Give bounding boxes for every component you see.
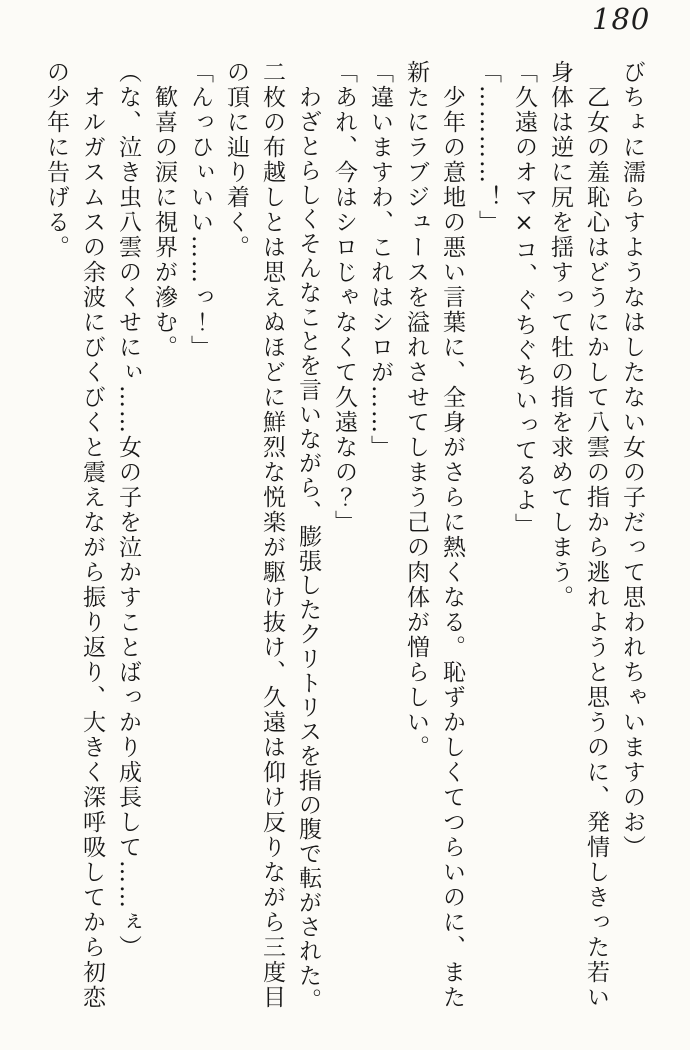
vertical-text-block [38, 60, 650, 1012]
text-line: の少年に告げる。 [43, 60, 69, 260]
text-line: 乙女の羞恥心はどうにかして八雲の指から逃れようと思うのに、発情しきった若い [583, 85, 609, 1010]
text-line: オルガスムスの余波にびくびくと震えながら振り返り、大きく深呼吸してから初恋 [79, 85, 105, 1010]
text-line: 「久遠のオマ×コ、ぐちぐちいってるよ」 [511, 60, 537, 538]
text-line: （な、泣き虫八雲のくせにぃ……女の子を泣かすことばっかり成長して……ぇ） [115, 60, 141, 960]
text-line: の頂に辿り着く。 [223, 60, 249, 260]
page-number: 180 [592, 2, 651, 36]
text-line: わざとらしくそんなことを言いながら、膨張したクリトリスを指の腹で転がされた。 [295, 85, 321, 1013]
text-line: 少年の意地の悪い言葉に、全身がさらに熱くなる。恥ずかしくてつらいのに、また [439, 85, 465, 1010]
text-line: 「あれ、今はシロじゃなくて久遠なの？」 [331, 60, 357, 535]
text-line: 新たにラブジュースを溢れさせてしまう己の肉体が憎らしい。 [403, 60, 429, 760]
text-line: 歓喜の涙に視界が滲む。 [151, 85, 177, 360]
text-line: びちょに濡らすようなはしたない女の子だって思われちゃいますのお） [619, 60, 645, 860]
text-line: 「…………！」 [475, 60, 501, 235]
text-line: 二枚の布越しとは思えぬほどに鮮烈な悦楽が駆け抜け、久遠は仰け反りながら三度目 [259, 60, 285, 1010]
text-line: 「違いますわ、これはシロが……」 [367, 60, 393, 460]
text-line: 「んっひぃいい……っ！」 [187, 60, 213, 360]
text-line: 身体は逆に尻を揺すって牡の指を求めてしまう。 [547, 60, 573, 610]
